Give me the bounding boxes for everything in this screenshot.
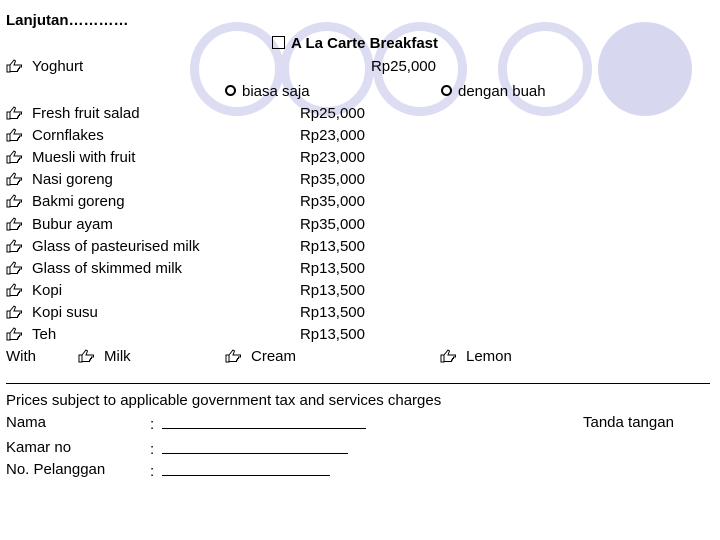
menu-item[interactable]	[6, 105, 140, 122]
menu-item[interactable]	[6, 127, 104, 144]
guest-label: No. Pelanggan	[6, 461, 106, 478]
decor-disc	[598, 22, 692, 116]
signature-label: Tanda tangan	[583, 414, 674, 431]
pointing-hand-icon	[6, 305, 23, 319]
name-colon: :	[150, 416, 155, 433]
pointing-hand-icon	[6, 106, 23, 120]
yoghurt-label: Yoghurt	[32, 58, 84, 75]
radio-bullet-icon	[441, 85, 452, 96]
guest-line	[162, 461, 330, 476]
pointing-hand-icon	[6, 172, 23, 186]
section-title-text: A La Carte Breakfast	[291, 35, 439, 52]
menu-item-name: Glass of pasteurised milk	[32, 237, 200, 255]
with-milk-label: Milk	[104, 348, 131, 365]
menu-item-price: Rp23,000	[299, 127, 365, 145]
with-lemon-label: Lemon	[466, 348, 512, 365]
menu-item-price: Rp13,500	[299, 237, 365, 255]
with-milk[interactable]	[78, 348, 131, 365]
pointing-hand-icon	[6, 59, 23, 73]
pointing-hand-icon	[6, 150, 23, 164]
menu-item-price: Rp13,500	[299, 326, 365, 343]
radio-bullet-icon	[225, 85, 236, 96]
room-field[interactable]	[150, 439, 348, 458]
pointing-hand-icon	[78, 349, 95, 363]
pointing-hand-icon	[6, 217, 23, 231]
menu-item-name: Muesli with fruit	[32, 149, 136, 167]
menu-item-price: Rp35,000	[299, 171, 365, 189]
pointing-hand-icon	[6, 327, 23, 341]
menu-item[interactable]	[6, 304, 98, 321]
name-label: Nama	[6, 414, 47, 431]
menu-item-name: Kopi	[32, 281, 63, 299]
page-title: Lanjutan…………	[6, 12, 129, 29]
menu-item[interactable]	[6, 282, 62, 299]
room-colon: :	[150, 441, 155, 458]
pointing-hand-icon	[6, 261, 23, 275]
menu-item-price: Rp35,000	[299, 215, 365, 233]
menu-item-name: Bakmi goreng	[32, 193, 125, 211]
pointing-hand-icon	[6, 194, 23, 208]
menu-item-name: Cornflakes	[32, 127, 104, 145]
menu-item-name: Fresh fruit salad	[32, 105, 140, 122]
option-fruit-label: dengan buah	[458, 83, 546, 100]
pointing-hand-icon	[6, 239, 23, 253]
tax-note: Prices subject to applicable government tax and services charges	[6, 392, 442, 409]
with-cream[interactable]	[225, 348, 296, 365]
menu-item[interactable]	[6, 260, 182, 277]
section-title	[272, 35, 438, 52]
pointing-hand-icon	[440, 349, 457, 363]
menu-item-price: Rp23,000	[299, 149, 365, 167]
menu-item-name: Glass of skimmed milk	[32, 259, 183, 277]
with-label: With	[6, 348, 36, 365]
with-cream-label: Cream	[251, 348, 297, 365]
pointing-hand-icon	[225, 349, 242, 363]
menu-item-name: Bubur ayam	[32, 215, 113, 233]
menu-item-price: Rp25,000	[299, 105, 365, 122]
decor-ring-4	[498, 22, 592, 116]
menu-item-name: Kopi susu	[32, 303, 98, 321]
pointing-hand-icon	[6, 283, 23, 297]
menu-item[interactable]	[6, 326, 56, 343]
name-field[interactable]	[150, 414, 366, 433]
room-label: Kamar no	[6, 439, 72, 456]
menu-item-price: Rp13,500	[299, 303, 365, 321]
menu-item[interactable]	[6, 216, 113, 233]
pointing-hand-icon	[6, 128, 23, 142]
guest-colon: :	[150, 463, 155, 480]
menu-item[interactable]	[6, 171, 113, 188]
room-line	[162, 439, 348, 454]
menu-item-name: Nasi goreng	[32, 171, 113, 189]
divider	[6, 383, 710, 384]
option-plain-label: biasa saja	[242, 83, 310, 100]
yoghurt-price: Rp25,000	[370, 58, 436, 75]
decor-ring-1	[190, 22, 284, 116]
option-plain[interactable]	[225, 83, 310, 100]
guest-field[interactable]	[150, 461, 330, 480]
yoghurt-item[interactable]	[6, 58, 83, 75]
option-fruit[interactable]	[441, 83, 546, 100]
name-line	[162, 414, 366, 429]
menu-item-price: Rp13,500	[299, 259, 365, 277]
with-lemon[interactable]	[440, 348, 512, 365]
menu-item-price: Rp13,500	[299, 281, 365, 299]
menu-item[interactable]	[6, 193, 125, 210]
menu-item[interactable]	[6, 149, 135, 166]
menu-item[interactable]	[6, 238, 200, 255]
menu-item-price: Rp35,000	[299, 193, 365, 211]
checkbox-icon[interactable]	[272, 36, 285, 49]
menu-item-name: Teh	[32, 326, 57, 343]
